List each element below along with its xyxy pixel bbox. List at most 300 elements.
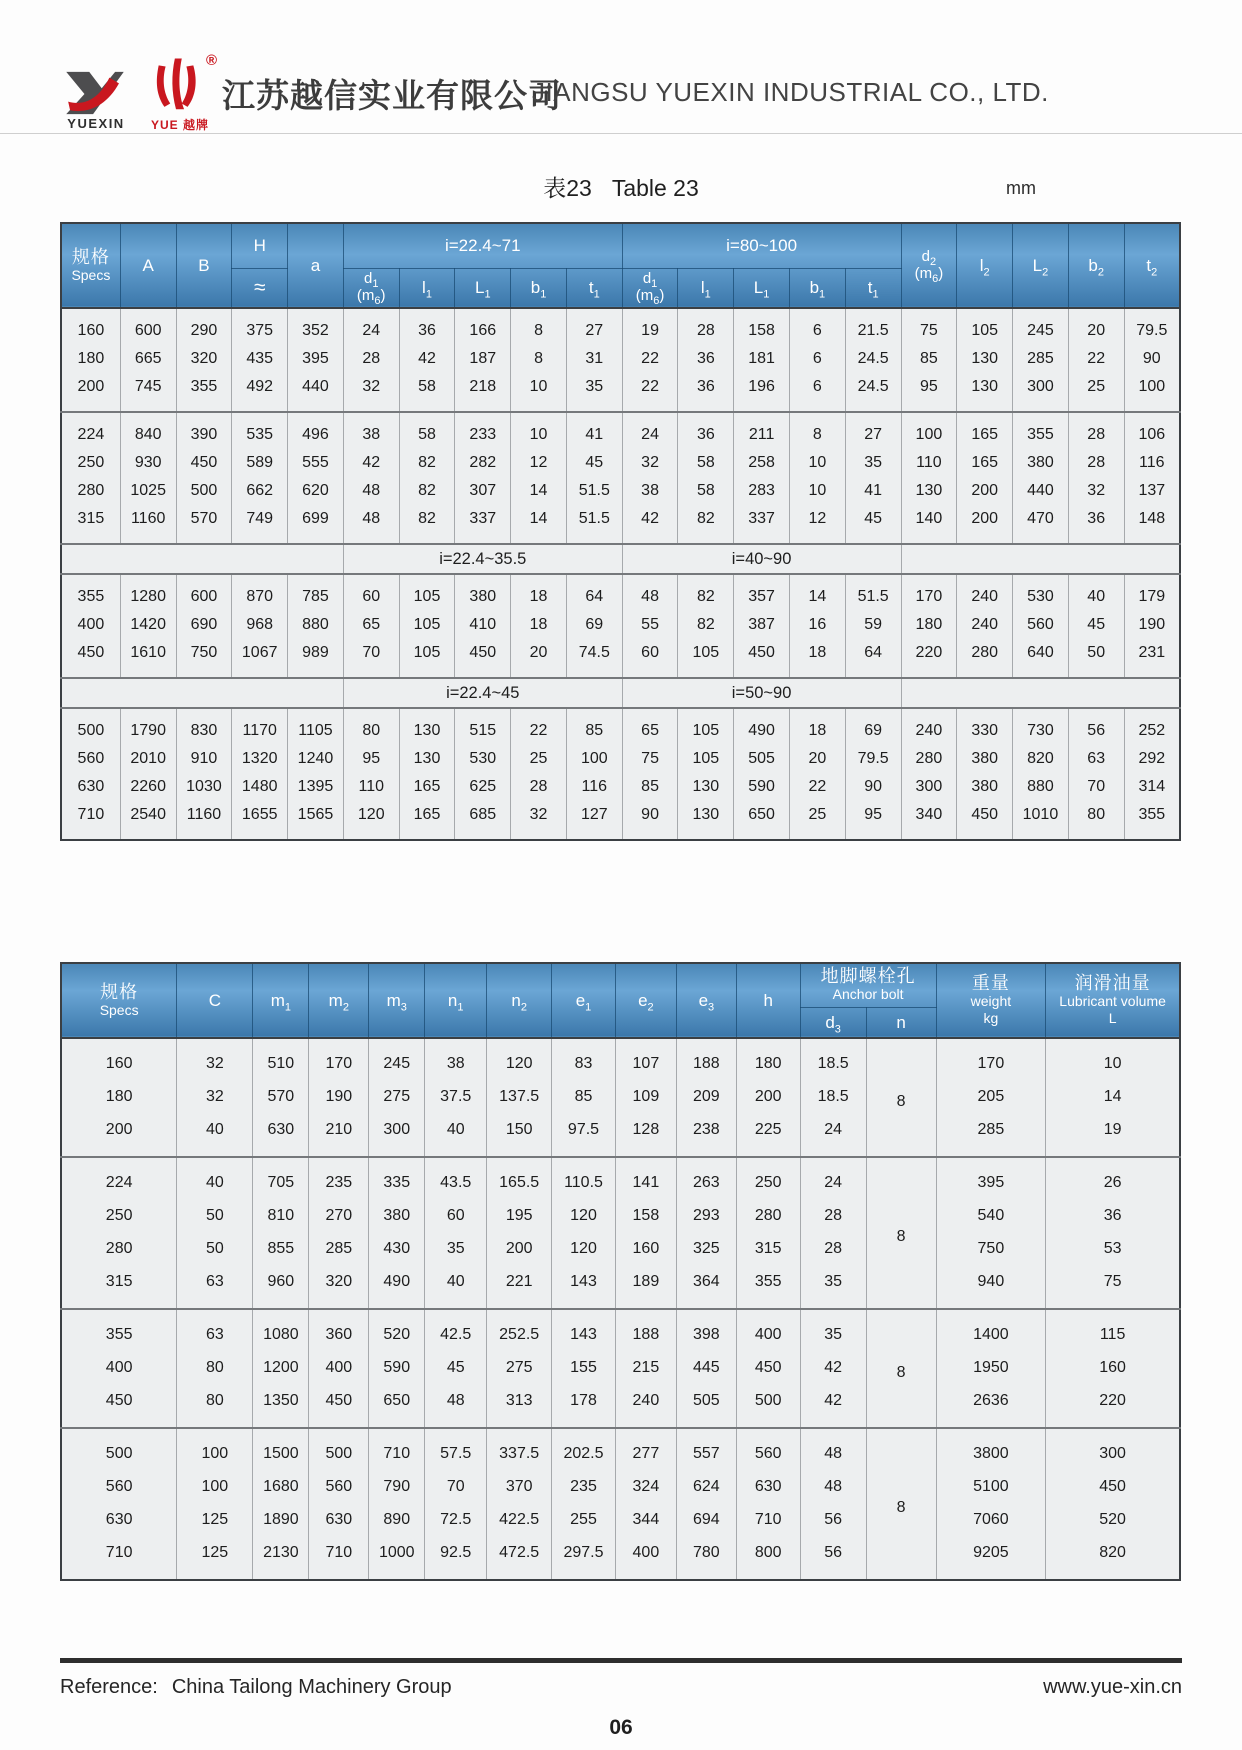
value-cell: 5100 xyxy=(936,1470,1046,1503)
value-cell: 960 xyxy=(253,1265,309,1309)
value-cell: 255 xyxy=(552,1503,616,1536)
value-cell: 324 xyxy=(615,1470,676,1503)
value-cell: 105 xyxy=(678,639,734,678)
value-cell: 1200 xyxy=(253,1351,309,1384)
spec-block xyxy=(61,1428,1180,1580)
value-cell: 1610 xyxy=(120,639,176,678)
value-cell: 82 xyxy=(399,449,455,477)
table-row xyxy=(61,308,1180,345)
spec-cell: 710 xyxy=(61,1536,177,1580)
value-cell: 640 xyxy=(1013,639,1069,678)
value-cell: 1160 xyxy=(120,505,176,544)
value-cell: 69 xyxy=(845,708,901,745)
value-cell: 8 xyxy=(511,345,567,373)
value-cell: 85 xyxy=(552,1080,616,1113)
value-cell: 355 xyxy=(176,373,232,412)
value-cell: 79.5 xyxy=(1124,308,1180,345)
value-cell: 1395 xyxy=(288,773,344,801)
column-header: $d_1$ $(m_6)$ xyxy=(343,268,399,308)
value-cell: 320 xyxy=(309,1265,369,1309)
value-cell: 188 xyxy=(676,1038,736,1080)
value-cell: 48 xyxy=(425,1384,487,1428)
value-cell: 50 xyxy=(1068,639,1124,678)
value-cell: 25 xyxy=(1068,373,1124,412)
value-cell: 158 xyxy=(734,308,790,345)
value-cell: 10 xyxy=(1046,1038,1180,1080)
value-cell: 380 xyxy=(957,745,1013,773)
column-header: $t_2$ xyxy=(1124,223,1180,308)
value-cell: 82 xyxy=(678,574,734,611)
value-cell: 72.5 xyxy=(425,1503,487,1536)
value-cell: 36 xyxy=(399,308,455,345)
value-cell: 35 xyxy=(425,1232,487,1265)
value-cell: 285 xyxy=(309,1232,369,1265)
value-cell: 28 xyxy=(343,345,399,373)
value-cell: 930 xyxy=(120,449,176,477)
value-cell: 240 xyxy=(957,611,1013,639)
value-cell: 9205 xyxy=(936,1536,1046,1580)
value-cell: 300 xyxy=(369,1113,425,1157)
value-cell: 80 xyxy=(343,708,399,745)
value-cell: 100 xyxy=(177,1470,253,1503)
value-cell: 63 xyxy=(177,1309,253,1351)
value-cell: 143 xyxy=(552,1265,616,1309)
yuexin-logo-mark-icon xyxy=(64,70,126,116)
value-cell: 221 xyxy=(487,1265,552,1309)
table-row xyxy=(61,1265,1180,1309)
value-cell: 380 xyxy=(957,773,1013,801)
spec-cell: 280 xyxy=(61,1232,177,1265)
value-cell: 890 xyxy=(369,1503,425,1536)
yue-brand-mark-icon xyxy=(146,56,206,114)
value-cell: 58 xyxy=(678,449,734,477)
value-cell: 58 xyxy=(399,412,455,449)
column-header: n xyxy=(866,1007,936,1038)
value-cell: 97.5 xyxy=(552,1113,616,1157)
value-cell: 32 xyxy=(177,1038,253,1080)
value-cell: 120 xyxy=(552,1199,616,1232)
value-cell: 1240 xyxy=(288,745,344,773)
value-cell: 35 xyxy=(800,1309,866,1351)
table-row xyxy=(61,708,1180,745)
spec-cell: 224 xyxy=(61,1157,177,1199)
value-cell: 60 xyxy=(622,639,678,678)
value-cell: 422.5 xyxy=(487,1503,552,1536)
value-cell: 450 xyxy=(957,801,1013,840)
value-cell: 57.5 xyxy=(425,1428,487,1470)
value-cell: 40 xyxy=(1068,574,1124,611)
value-cell: 330 xyxy=(957,708,1013,745)
column-header-specs: 规格 Specs xyxy=(61,223,120,308)
value-cell: 148 xyxy=(1124,505,1180,544)
value-cell: 60 xyxy=(425,1199,487,1232)
value-cell: 560 xyxy=(309,1470,369,1503)
column-header: $m_3$ xyxy=(369,963,425,1038)
value-cell: 20 xyxy=(789,745,845,773)
value-cell: 630 xyxy=(736,1470,800,1503)
value-cell: 48 xyxy=(343,477,399,505)
value-cell: 82 xyxy=(399,505,455,544)
value-cell: 685 xyxy=(455,801,511,840)
value-cell: 100 xyxy=(566,745,622,773)
value-cell: 313 xyxy=(487,1384,552,1428)
spec-cell: 400 xyxy=(61,1351,177,1384)
value-cell: 285 xyxy=(1013,345,1069,373)
column-header: $b_1$ xyxy=(511,268,567,308)
spec-block xyxy=(61,574,1180,678)
value-cell: 130 xyxy=(399,745,455,773)
unit-label: mm xyxy=(1006,178,1036,198)
ratio-band-label: i=40~90 xyxy=(622,544,901,574)
value-cell: 530 xyxy=(1013,574,1069,611)
value-cell: 1480 xyxy=(232,773,288,801)
value-cell: 38 xyxy=(425,1038,487,1080)
value-cell: 820 xyxy=(1046,1536,1180,1580)
column-header-anchor-bolt: 地脚螺栓孔 Anchor bolt xyxy=(800,963,936,1007)
value-cell: 620 xyxy=(288,477,344,505)
column-header-specs: 规格 Specs xyxy=(61,963,177,1038)
column-header: $L_1$ xyxy=(734,268,790,308)
value-cell: 40 xyxy=(177,1113,253,1157)
value-cell: 352 xyxy=(288,308,344,345)
value-cell: 355 xyxy=(736,1265,800,1309)
value-cell: 275 xyxy=(487,1351,552,1384)
column-header-weight: 重量 weight kg xyxy=(936,963,1046,1038)
value-cell: 51.5 xyxy=(845,574,901,611)
value-cell: 19 xyxy=(622,308,678,345)
value-cell: 28 xyxy=(1068,449,1124,477)
value-cell: 36 xyxy=(678,412,734,449)
value-cell: 100 xyxy=(1124,373,1180,412)
value-cell: 150 xyxy=(487,1113,552,1157)
value-cell: 22 xyxy=(622,373,678,412)
value-cell: 166 xyxy=(455,308,511,345)
spec-block xyxy=(61,708,1180,840)
table-row xyxy=(61,1428,1180,1470)
value-cell: 283 xyxy=(734,477,790,505)
value-cell: 233 xyxy=(455,412,511,449)
value-cell: 344 xyxy=(615,1503,676,1536)
value-cell: 140 xyxy=(901,505,957,544)
empty-cell xyxy=(901,678,1180,708)
value-cell: 245 xyxy=(1013,308,1069,345)
value-cell: 37.5 xyxy=(425,1080,487,1113)
value-cell: 450 xyxy=(455,639,511,678)
value-cell: 205 xyxy=(936,1080,1046,1113)
value-cell: 293 xyxy=(676,1199,736,1232)
value-cell: 398 xyxy=(676,1309,736,1351)
page-title xyxy=(0,170,1242,203)
value-cell: 590 xyxy=(734,773,790,801)
value-cell: 36 xyxy=(1046,1199,1180,1232)
value-cell: 235 xyxy=(552,1470,616,1503)
value-cell: 105 xyxy=(399,611,455,639)
value-cell: 10 xyxy=(511,412,567,449)
reference-label: Reference: xyxy=(60,1676,158,1698)
value-cell: 10 xyxy=(789,477,845,505)
value-cell: 24.5 xyxy=(845,345,901,373)
value-cell: 880 xyxy=(288,611,344,639)
value-cell: 82 xyxy=(399,477,455,505)
value-cell: 120 xyxy=(343,801,399,840)
value-cell: 200 xyxy=(957,477,1013,505)
value-cell: 292 xyxy=(1124,745,1180,773)
table-row xyxy=(61,1384,1180,1428)
header-row xyxy=(61,223,1180,268)
value-cell: 106 xyxy=(1124,412,1180,449)
value-cell: 710 xyxy=(309,1536,369,1580)
spec-block xyxy=(61,308,1180,412)
column-header: $t_1$ xyxy=(566,268,622,308)
value-cell: 231 xyxy=(1124,639,1180,678)
value-cell: 22 xyxy=(622,345,678,373)
value-cell: 14 xyxy=(1046,1080,1180,1113)
value-cell: 968 xyxy=(232,611,288,639)
company-name-english: JIANGSU YUEXIN INDUSTRIAL CO., LTD. xyxy=(532,77,1049,107)
value-cell: 48 xyxy=(622,574,678,611)
value-cell: 245 xyxy=(369,1038,425,1080)
value-cell: 252 xyxy=(1124,708,1180,745)
column-header: $b_2$ xyxy=(1068,223,1124,308)
column-header: $d_2$ $(m_6)$ xyxy=(901,223,957,308)
value-cell: 1790 xyxy=(120,708,176,745)
value-cell: 100 xyxy=(177,1428,253,1470)
value-cell: 85 xyxy=(566,708,622,745)
value-cell: 1010 xyxy=(1013,801,1069,840)
value-cell: 120 xyxy=(487,1038,552,1080)
value-cell: 165 xyxy=(399,801,455,840)
value-cell: 28 xyxy=(511,773,567,801)
value-cell: 450 xyxy=(176,449,232,477)
value-cell: 570 xyxy=(253,1080,309,1113)
value-cell: 555 xyxy=(288,449,344,477)
value-cell: 45 xyxy=(845,505,901,544)
value-cell: 335 xyxy=(369,1157,425,1199)
value-cell: 557 xyxy=(676,1428,736,1470)
anchor-bolt-count-cell: 8 xyxy=(866,1428,936,1580)
value-cell: 337 xyxy=(455,505,511,544)
value-cell: 357 xyxy=(734,574,790,611)
value-cell: 70 xyxy=(1068,773,1124,801)
value-cell: 170 xyxy=(309,1038,369,1080)
value-cell: 36 xyxy=(678,373,734,412)
value-cell: 82 xyxy=(678,505,734,544)
value-cell: 189 xyxy=(615,1265,676,1309)
value-cell: 211 xyxy=(734,412,790,449)
value-cell: 116 xyxy=(1124,449,1180,477)
spec-cell: 180 xyxy=(61,345,120,373)
value-cell: 127 xyxy=(566,801,622,840)
value-cell: 1655 xyxy=(232,801,288,840)
column-header-H: H xyxy=(232,223,288,268)
value-cell: 65 xyxy=(343,611,399,639)
value-cell: 3800 xyxy=(936,1428,1046,1470)
value-cell: 128 xyxy=(615,1113,676,1157)
value-cell: 170 xyxy=(901,574,957,611)
value-cell: 45 xyxy=(425,1351,487,1384)
value-cell: 35 xyxy=(800,1265,866,1309)
value-cell: 600 xyxy=(120,308,176,345)
value-cell: 250 xyxy=(736,1157,800,1199)
value-cell: 26 xyxy=(1046,1157,1180,1199)
value-cell: 115 xyxy=(1046,1309,1180,1351)
value-cell: 36 xyxy=(678,345,734,373)
value-cell: 625 xyxy=(455,773,511,801)
value-cell: 105 xyxy=(957,308,1013,345)
footer-divider xyxy=(60,1658,1182,1663)
value-cell: 1420 xyxy=(120,611,176,639)
spec-cell: 200 xyxy=(61,1113,177,1157)
spec-cell: 200 xyxy=(61,373,120,412)
spec-cell: 450 xyxy=(61,639,120,678)
value-cell: 490 xyxy=(369,1265,425,1309)
value-cell: 855 xyxy=(253,1232,309,1265)
reference-value: China Tailong Machinery Group xyxy=(171,1676,452,1698)
spec-block xyxy=(61,1157,1180,1309)
value-cell: 282 xyxy=(455,449,511,477)
value-cell: 630 xyxy=(309,1503,369,1536)
value-cell: 27 xyxy=(566,308,622,345)
value-cell: 745 xyxy=(120,373,176,412)
column-header: $d_1$ $(m_6)$ xyxy=(622,268,678,308)
table-row xyxy=(61,1199,1180,1232)
value-cell: 64 xyxy=(566,574,622,611)
spec-block xyxy=(61,1038,1180,1157)
value-cell: 20 xyxy=(511,639,567,678)
value-cell: 24 xyxy=(800,1113,866,1157)
value-cell: 18.5 xyxy=(800,1080,866,1113)
value-cell: 195 xyxy=(487,1199,552,1232)
website-url: www.yue-xin.cn xyxy=(1043,1676,1182,1698)
value-cell: 18 xyxy=(789,639,845,678)
value-cell: 200 xyxy=(487,1232,552,1265)
empty-cell xyxy=(61,678,343,708)
value-cell: 1400 xyxy=(936,1309,1046,1351)
value-cell: 137.5 xyxy=(487,1080,552,1113)
spec-cell: 560 xyxy=(61,1470,177,1503)
value-cell: 70 xyxy=(343,639,399,678)
value-cell: 430 xyxy=(369,1232,425,1265)
value-cell: 263 xyxy=(676,1157,736,1199)
value-cell: 472.5 xyxy=(487,1536,552,1580)
value-cell: 285 xyxy=(936,1113,1046,1157)
value-cell: 21.5 xyxy=(845,308,901,345)
value-cell: 364 xyxy=(676,1265,736,1309)
value-cell: 1000 xyxy=(369,1536,425,1580)
value-cell: 440 xyxy=(1013,477,1069,505)
column-header: A xyxy=(120,223,176,308)
value-cell: 280 xyxy=(957,639,1013,678)
value-cell: 56 xyxy=(800,1536,866,1580)
value-cell: 130 xyxy=(901,477,957,505)
value-cell: 750 xyxy=(936,1232,1046,1265)
value-cell: 109 xyxy=(615,1080,676,1113)
value-cell: 7060 xyxy=(936,1503,1046,1536)
anchor-bolt-count-cell: 8 xyxy=(866,1038,936,1157)
value-cell: 630 xyxy=(253,1113,309,1157)
value-cell: 155 xyxy=(552,1351,616,1384)
value-cell: 190 xyxy=(1124,611,1180,639)
value-cell: 337 xyxy=(734,505,790,544)
value-cell: 209 xyxy=(676,1080,736,1113)
column-header: $n_1$ xyxy=(425,963,487,1038)
value-cell: 800 xyxy=(736,1536,800,1580)
value-cell: 1160 xyxy=(176,801,232,840)
column-header: $L_2$ xyxy=(1013,223,1069,308)
value-cell: 32 xyxy=(343,373,399,412)
value-cell: 1080 xyxy=(253,1309,309,1351)
value-cell: 79.5 xyxy=(845,745,901,773)
value-cell: 215 xyxy=(615,1351,676,1384)
value-cell: 530 xyxy=(455,745,511,773)
value-cell: 590 xyxy=(369,1351,425,1384)
value-cell: 141 xyxy=(615,1157,676,1199)
column-header: $b_1$ xyxy=(789,268,845,308)
registered-trademark-icon: ® xyxy=(206,52,218,69)
ratio-band-label: i=22.4~45 xyxy=(343,678,622,708)
value-cell: 510 xyxy=(253,1038,309,1080)
value-cell: 75 xyxy=(622,745,678,773)
value-cell: 18 xyxy=(511,574,567,611)
value-cell: 130 xyxy=(399,708,455,745)
value-cell: 200 xyxy=(957,505,1013,544)
table-row xyxy=(61,1309,1180,1351)
value-cell: 750 xyxy=(176,639,232,678)
value-cell: 1105 xyxy=(288,708,344,745)
column-header-a: a xyxy=(288,223,344,308)
value-cell: 31 xyxy=(566,345,622,373)
value-cell: 110 xyxy=(343,773,399,801)
value-cell: 1320 xyxy=(232,745,288,773)
value-cell: 95 xyxy=(901,373,957,412)
value-cell: 699 xyxy=(288,505,344,544)
value-cell: 190 xyxy=(309,1080,369,1113)
value-cell: 32 xyxy=(622,449,678,477)
value-cell: 63 xyxy=(1068,745,1124,773)
value-cell: 360 xyxy=(309,1309,369,1351)
value-cell: 252.5 xyxy=(487,1309,552,1351)
value-cell: 90 xyxy=(1124,345,1180,373)
value-cell: 810 xyxy=(253,1199,309,1232)
value-cell: 105 xyxy=(399,574,455,611)
value-cell: 1890 xyxy=(253,1503,309,1536)
value-cell: 40 xyxy=(177,1157,253,1199)
value-cell: 22 xyxy=(1068,345,1124,373)
value-cell: 160 xyxy=(615,1232,676,1265)
value-cell: 297.5 xyxy=(552,1536,616,1580)
value-cell: 6 xyxy=(789,373,845,412)
value-cell: 14 xyxy=(511,477,567,505)
value-cell: 2540 xyxy=(120,801,176,840)
table-row xyxy=(61,373,1180,412)
value-cell: 50 xyxy=(177,1199,253,1232)
value-cell: 8 xyxy=(789,412,845,449)
column-header: $d_3$ xyxy=(800,1007,866,1038)
value-cell: 450 xyxy=(734,639,790,678)
ratio-group-header: i=22.4~71 xyxy=(343,223,622,268)
value-cell: 56 xyxy=(1068,708,1124,745)
table-row xyxy=(61,345,1180,373)
page-number: 06 xyxy=(609,1716,633,1739)
table-row xyxy=(61,1157,1180,1199)
table1-header xyxy=(61,223,1180,308)
value-cell: 238 xyxy=(676,1113,736,1157)
spec-cell: 280 xyxy=(61,477,120,505)
value-cell: 58 xyxy=(678,477,734,505)
table2-header xyxy=(61,963,1180,1038)
value-cell: 165 xyxy=(957,412,1013,449)
value-cell: 24.5 xyxy=(845,373,901,412)
